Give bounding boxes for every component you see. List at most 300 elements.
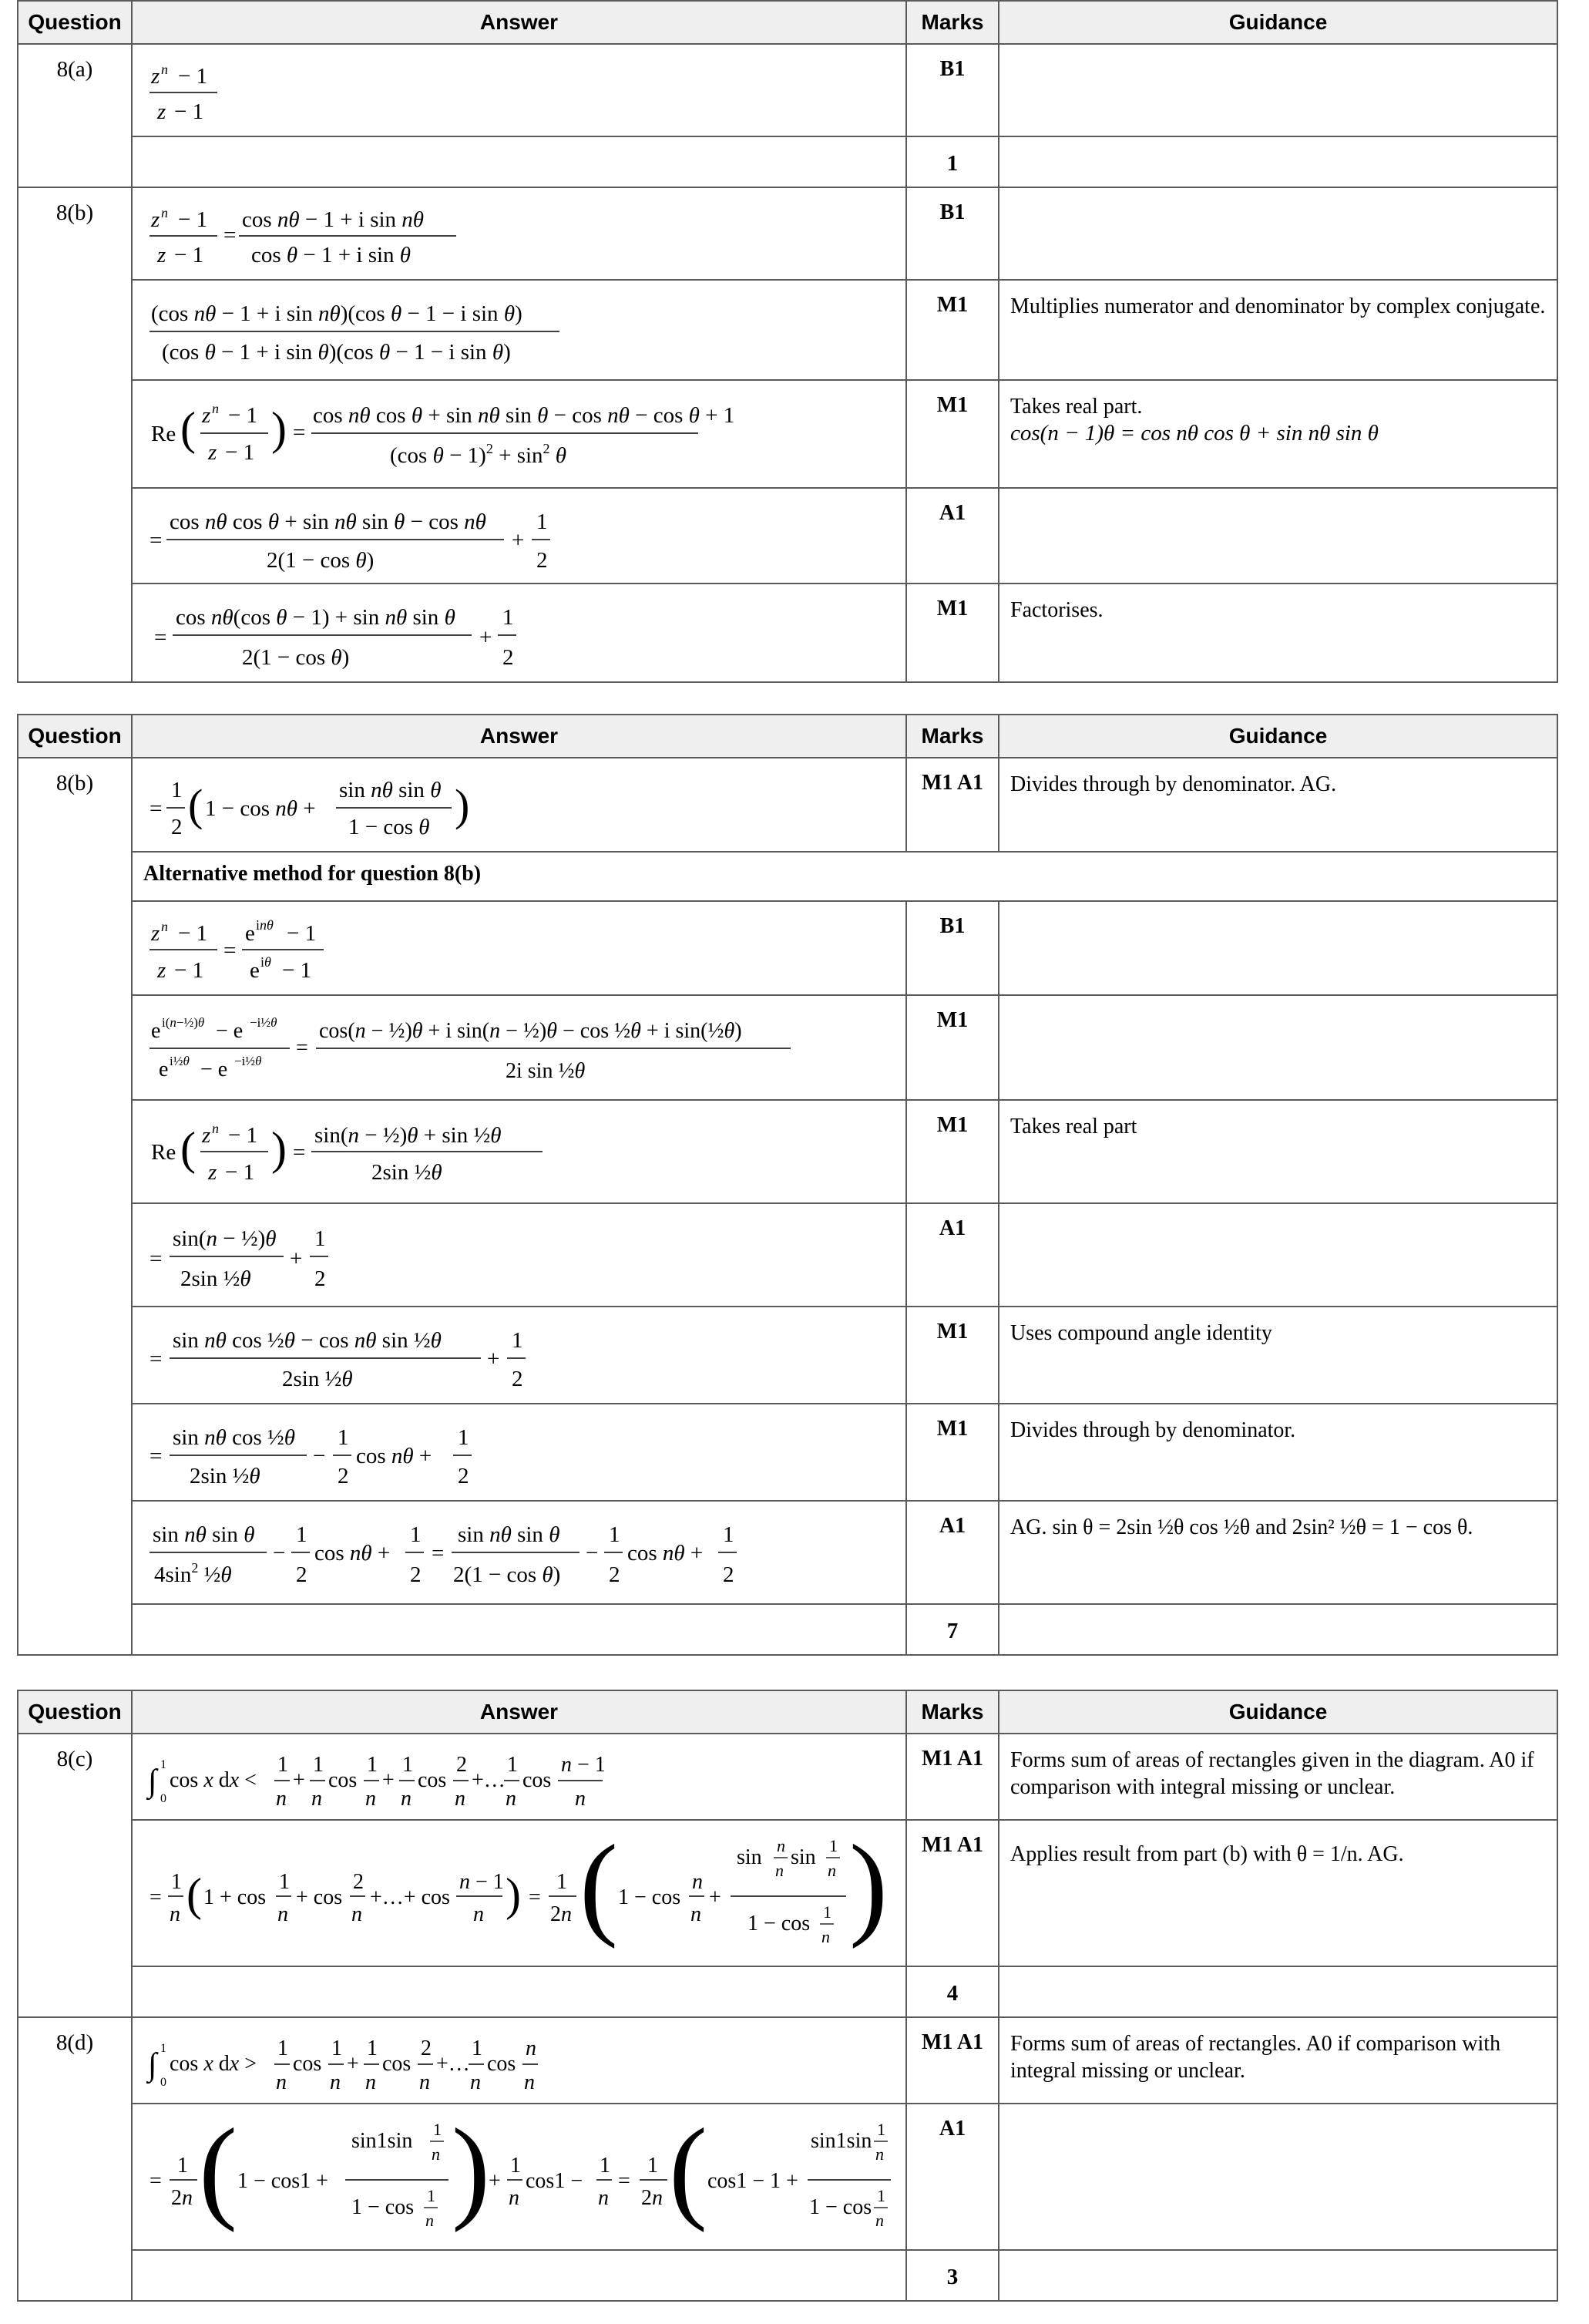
table-row (18, 2104, 1557, 2250)
svg-text:(cos θ − 1)2 + sin2 θ: (cos $\theta - 1)^2 + \sin^2 \theta$ (390, 441, 567, 468)
marks-header: Marks (906, 1, 999, 44)
svg-text:n: n (875, 2211, 884, 2230)
svg-text:1: 1 (177, 2154, 188, 2178)
svg-text:− 1: − 1 (225, 440, 255, 465)
svg-text:n: n (692, 1870, 703, 1894)
guidance-cell: Uses compound angle identity (999, 1307, 1557, 1404)
guidance-cell (999, 995, 1557, 1100)
svg-text:+…: +… (436, 2052, 470, 2076)
svg-text:n: n (277, 1902, 288, 1926)
table-row (18, 584, 1557, 682)
guidance-cell: Multiplies numerator and denominator by complex conjugate. (999, 280, 1557, 380)
svg-text:0: 0 (160, 2076, 166, 2089)
svg-text:n: n (875, 2144, 884, 2164)
svg-text:n: n (351, 1902, 362, 1926)
svg-text:Re: Re (151, 1140, 176, 1165)
svg-text:1 − cos nθ +: 1 − cos nθ + (205, 796, 316, 821)
guidance-cell (999, 136, 1557, 187)
svg-text:n: n (276, 2070, 287, 2094)
svg-text:sin nθ sin θ: sin nθ sin θ (339, 778, 442, 802)
svg-text:−i½θ: −i½θ (234, 1054, 262, 1068)
svg-text:+…+ cos: +…+ cos (370, 1885, 450, 1909)
svg-text:n: n (575, 1787, 586, 1811)
math-t3-r5 (143, 2105, 899, 2248)
svg-text:1: 1 (296, 1522, 307, 1547)
svg-text:+: + (382, 1768, 395, 1792)
marks-cell: M1 (906, 584, 999, 682)
svg-text:z: z (202, 1123, 211, 1148)
svg-text:1: 1 (472, 2036, 482, 2060)
svg-text:=: = (154, 625, 167, 650)
svg-text:cos nθ cos θ + sin nθ sin θ −: cos nθ cos θ + sin nθ sin θ − cos nθ (170, 510, 486, 534)
answer-expression (132, 488, 906, 584)
svg-text:1: 1 (823, 1902, 831, 1922)
svg-text:cos: cos (328, 1768, 358, 1792)
guidance-cell: Factorises. (999, 584, 1557, 682)
svg-text:− 1: − 1 (228, 403, 258, 428)
mark-scheme-table-2 (17, 714, 1557, 1656)
svg-text:=: = (149, 528, 163, 553)
svg-text:1: 1 (609, 1522, 620, 1547)
svg-text:=: = (293, 420, 306, 445)
math-t1-r7 (143, 592, 606, 677)
answer-expression (132, 1404, 906, 1501)
answer-expression (132, 758, 906, 852)
guidance-cell: Forms sum of areas of rectangles given in the diagram. A0 if comparison with integral missing or unclear. (999, 1734, 1557, 1820)
svg-text:1: 1 (647, 2154, 658, 2178)
svg-text:n: n (828, 1861, 836, 1880)
question-label: 8(b) (18, 187, 132, 682)
guidance-cell (999, 187, 1557, 280)
svg-text:n: n (473, 1902, 484, 1926)
svg-text:sin: sin (737, 1845, 762, 1869)
math-t2-r8 (143, 1509, 837, 1596)
header-row (18, 1690, 1557, 1734)
marks-cell: B1 (906, 187, 999, 280)
svg-text:1: 1 (507, 1753, 518, 1777)
svg-text:0: 0 (160, 1792, 166, 1805)
table-row (18, 380, 1557, 488)
svg-text:− 1: − 1 (174, 99, 204, 124)
answer-expression (132, 2250, 906, 2301)
marks-total: 4 (906, 1966, 999, 2017)
svg-text:1: 1 (171, 778, 183, 802)
svg-text:2sin ½θ: 2sin ½θ (282, 1367, 353, 1391)
answer-expression (132, 2017, 906, 2104)
guidance-cell (999, 488, 1557, 584)
svg-text:=: = (149, 1347, 163, 1371)
svg-text:z: z (157, 958, 166, 983)
svg-text:): ) (455, 780, 470, 830)
svg-text:Re: Re (151, 422, 176, 446)
table-row (18, 995, 1557, 1100)
svg-text:n: n (506, 1787, 516, 1811)
svg-text:− e: − e (200, 1058, 228, 1081)
answer-expression (132, 1966, 906, 2017)
svg-text:1: 1 (277, 2036, 288, 2060)
svg-text:z: z (157, 243, 166, 267)
svg-text:n: n (170, 1902, 180, 1926)
svg-text:): ) (271, 403, 287, 454)
svg-text:∫: ∫ (148, 1764, 157, 1799)
svg-text:n: n (509, 2186, 519, 2210)
svg-text:iθ: iθ (260, 954, 271, 970)
marks-cell: A1 (906, 488, 999, 584)
svg-text:n − 1: n − 1 (561, 1753, 606, 1777)
mark-scheme-table-1 (17, 0, 1557, 683)
question-label: 8(c) (18, 1734, 132, 2017)
svg-text:2(1 − cos θ): 2(1 − cos θ) (453, 1562, 561, 1587)
svg-text:n − 1: n − 1 (459, 1870, 504, 1894)
guidance-cell (999, 2104, 1557, 2250)
svg-text:=: = (223, 938, 237, 963)
svg-text:=: = (293, 1140, 306, 1165)
svg-text:∫: ∫ (148, 2047, 157, 2083)
math-t2-r3 (143, 1004, 806, 1093)
guidance-header: Guidance (999, 1, 1557, 44)
table-row (18, 280, 1557, 380)
svg-text:(: ( (188, 780, 203, 830)
math-t3-r4 (143, 2026, 621, 2100)
marks-cell: B1 (906, 901, 999, 995)
svg-text:2i sin ½θ: 2i sin ½θ (506, 1059, 586, 1083)
svg-text:cos nθ +: cos nθ + (627, 1541, 704, 1566)
svg-text:=: = (529, 1885, 541, 1909)
answer-expression (132, 995, 906, 1100)
svg-text:cos1 − 1 +: cos1 − 1 + (707, 2169, 798, 2193)
answer-header: Answer (132, 1690, 906, 1734)
svg-text:2: 2 (456, 1753, 467, 1777)
svg-text:1: 1 (410, 1522, 422, 1547)
svg-text:=: = (149, 796, 163, 821)
marks-total: 7 (906, 1604, 999, 1655)
svg-text:2: 2 (296, 1562, 307, 1587)
svg-text:n: n (365, 2070, 376, 2094)
svg-text:1: 1 (171, 1870, 182, 1894)
svg-text:+ cos: + cos (296, 1885, 343, 1909)
marks-cell: M1 A1 (906, 758, 999, 852)
answer-expression (132, 1604, 906, 1655)
svg-text:(cos nθ − 1 + i sin nθ)(cos θ: (cos nθ − 1 + i sin nθ)(cos θ − 1 − i sin θ) (151, 301, 522, 326)
math-t2-r1 (143, 766, 498, 846)
svg-text:sin nθ sin θ: sin nθ sin θ (153, 1522, 255, 1547)
svg-text:sin nθ sin θ: sin nθ sin θ (458, 1522, 560, 1547)
svg-text:1: 1 (313, 1753, 324, 1777)
svg-text:1: 1 (433, 2120, 442, 2139)
svg-text:2sin ½θ: 2sin ½θ (371, 1160, 442, 1185)
svg-text:1: 1 (877, 2186, 885, 2205)
svg-text:): ) (271, 1123, 287, 1174)
guidance-text: Takes real part. (1010, 395, 1143, 419)
svg-text:2: 2 (353, 1870, 364, 1894)
svg-text:1: 1 (723, 1522, 734, 1547)
guidance-cell (999, 380, 1557, 488)
math-t3-r1 (143, 1742, 621, 1816)
svg-text:z: z (208, 440, 217, 465)
svg-text:(: ( (669, 2105, 707, 2233)
guidance-cell (999, 2250, 1557, 2301)
svg-text:z: z (151, 921, 160, 946)
table-row (18, 1203, 1557, 1307)
svg-text:sin(n − ½)θ + sin ½θ: sin(n − ½)θ + sin ½θ (314, 1123, 502, 1148)
svg-text:n: n (455, 1787, 465, 1811)
svg-text:−i½θ: −i½θ (250, 1015, 277, 1030)
svg-text:1 − cos: 1 − cos (351, 2195, 415, 2219)
svg-text:2: 2 (536, 548, 548, 573)
marks-cell: M1 (906, 1100, 999, 1203)
svg-text:cos: cos (522, 1768, 552, 1792)
svg-text:2n: 2n (641, 2186, 663, 2210)
table-row (18, 901, 1557, 995)
svg-text:1: 1 (502, 605, 514, 630)
svg-text:sin: sin (791, 1845, 816, 1869)
math-t1-r5 (143, 388, 735, 481)
svg-text:1: 1 (160, 1758, 166, 1771)
svg-text:1 − cos: 1 − cos (618, 1885, 681, 1909)
math-t2-r7 (143, 1412, 606, 1497)
svg-text:2: 2 (338, 1464, 349, 1488)
table-row (18, 488, 1557, 584)
math-t2-r2 (143, 910, 344, 990)
table-row (18, 136, 1557, 187)
svg-text:1: 1 (338, 1425, 349, 1450)
svg-text:cos nθ(cos θ − 1) + sin nθ sin: cos nθ(cos θ − 1) + sin nθ sin θ (176, 605, 455, 630)
svg-text:1: 1 (600, 2154, 610, 2178)
svg-text:n: n (690, 1902, 701, 1926)
marks-cell: A1 (906, 2104, 999, 2250)
svg-text:(: ( (579, 1821, 618, 1949)
svg-text:inθ: inθ (256, 917, 274, 933)
svg-text:e: e (245, 921, 255, 946)
svg-text:− 1: − 1 (178, 207, 208, 232)
svg-text:=: = (149, 1246, 163, 1271)
svg-text:1 − cos: 1 − cos (747, 1912, 811, 1936)
svg-text:cos nθ +: cos nθ + (356, 1444, 432, 1468)
svg-text:e: e (151, 1019, 161, 1043)
answer-expression (132, 380, 906, 488)
svg-text:+: + (512, 528, 525, 553)
svg-text:n: n (777, 1836, 785, 1855)
math-t1-r6 (143, 496, 606, 581)
svg-text:=: = (223, 223, 237, 247)
guidance-cell: Divides through by denominator. (999, 1404, 1557, 1501)
svg-text:=: = (149, 2169, 162, 2193)
answer-expression (132, 1820, 906, 1966)
svg-text:=: = (149, 1444, 163, 1468)
table-row (18, 1820, 1557, 1966)
svg-text:n: n (598, 2186, 609, 2210)
guidance-formula: cos(n − 1)θ = cos nθ cos θ + sin nθ sin θ (1010, 421, 1379, 446)
svg-text:=: = (618, 2169, 630, 2193)
svg-text:sin nθ cos ½θ − cos nθ sin ½θ: sin nθ cos ½θ − cos nθ sin ½θ (173, 1328, 442, 1353)
svg-text:cos: cos (418, 1768, 447, 1792)
answer-expression (132, 280, 906, 380)
svg-text:2: 2 (410, 1562, 422, 1587)
header-row (18, 715, 1557, 758)
svg-text:−: − (313, 1444, 326, 1468)
svg-text:n: n (212, 1121, 219, 1136)
svg-text:1: 1 (367, 2036, 378, 2060)
svg-text:− 1: − 1 (174, 958, 204, 983)
svg-text:cos1 −: cos1 − (526, 2169, 583, 2193)
answer-expression (132, 187, 906, 280)
marks-cell: M1 A1 (906, 1820, 999, 1966)
svg-text:1 + cos: 1 + cos (203, 1885, 267, 1909)
svg-text:− e: − e (216, 1019, 244, 1043)
svg-text:n: n (524, 2070, 535, 2094)
svg-text:1: 1 (556, 1870, 567, 1894)
answer-expression (132, 136, 906, 187)
table-row (18, 44, 1557, 136)
svg-text:1: 1 (877, 2120, 885, 2139)
svg-text:−: − (586, 1541, 599, 1566)
svg-text:(: ( (199, 2105, 237, 2233)
answer-expression (132, 901, 906, 995)
svg-text:1: 1 (427, 2186, 435, 2205)
answer-header: Answer (132, 1, 906, 44)
svg-text:2sin ½θ: 2sin ½θ (190, 1464, 260, 1488)
answer-expression (132, 1203, 906, 1307)
svg-text:n: n (276, 1787, 287, 1811)
svg-text:sin nθ cos ½θ: sin nθ cos ½θ (173, 1425, 296, 1450)
marks-header: Marks (906, 1690, 999, 1734)
guidance-header: Guidance (999, 715, 1557, 758)
svg-text:z: z (202, 403, 211, 428)
answer-expression (132, 1501, 906, 1604)
svg-text:1: 1 (402, 1753, 413, 1777)
table-row (18, 1100, 1557, 1203)
svg-text:1: 1 (367, 1753, 378, 1777)
svg-text:z: z (151, 64, 160, 89)
svg-text:1: 1 (510, 2154, 521, 2178)
svg-text:+: + (489, 2169, 501, 2193)
svg-text:2: 2 (502, 645, 514, 670)
table-row (18, 1501, 1557, 1604)
svg-text:1: 1 (458, 1425, 469, 1450)
svg-text:z: z (157, 99, 166, 124)
svg-text:cos x dx <: cos x dx < (170, 1768, 257, 1792)
svg-text:−: − (273, 1541, 286, 1566)
math-t1-r1 (143, 52, 236, 129)
marks-header: Marks (906, 715, 999, 758)
table-row (18, 758, 1557, 852)
svg-text:+: + (487, 1347, 500, 1371)
question-header: Question (18, 715, 132, 758)
answer-expression (132, 1100, 906, 1203)
answer-header: Answer (132, 715, 906, 758)
svg-text:(: ( (180, 403, 196, 454)
svg-text:2n: 2n (550, 1902, 572, 1926)
table-row (18, 2250, 1557, 2301)
svg-text:+…: +… (472, 1768, 506, 1792)
svg-text:n: n (330, 2070, 341, 2094)
svg-text:sin(n − ½)θ: sin(n − ½)θ (173, 1226, 277, 1251)
guidance-cell (999, 44, 1557, 136)
guidance-header: Guidance (999, 1690, 1557, 1734)
question-label: 8(d) (18, 2017, 132, 2301)
svg-text:2: 2 (421, 2036, 432, 2060)
svg-text:n: n (161, 919, 168, 934)
marks-cell: B1 (906, 44, 999, 136)
svg-text:1: 1 (279, 1870, 290, 1894)
svg-text:+: + (479, 625, 492, 650)
answer-expression (132, 44, 906, 136)
svg-text:): ) (849, 1821, 888, 1949)
math-t2-r5 (143, 1212, 452, 1300)
svg-text:1: 1 (512, 1328, 523, 1353)
svg-text:cos: cos (382, 2052, 412, 2076)
svg-text:1 − cos: 1 − cos (809, 2195, 872, 2219)
svg-text:− 1: − 1 (225, 1160, 255, 1185)
svg-text:1 − cos θ: 1 − cos θ (348, 815, 430, 839)
svg-text:n: n (432, 2144, 440, 2164)
table-2 (17, 714, 1558, 1656)
svg-text:z: z (208, 1160, 217, 1185)
guidance-cell (999, 1604, 1557, 1655)
svg-text:− 1: − 1 (178, 64, 208, 89)
svg-text:2: 2 (512, 1367, 523, 1391)
guidance-cell (999, 901, 1557, 995)
svg-text:2: 2 (723, 1562, 734, 1587)
svg-text:=: = (432, 1541, 445, 1566)
marks-cell: M1 (906, 1307, 999, 1404)
guidance-cell: Forms sum of areas of rectangles. A0 if comparison with integral missing or unclear. (999, 2017, 1557, 2104)
svg-text:cos nθ +: cos nθ + (314, 1541, 391, 1566)
svg-text:): ) (452, 2105, 490, 2233)
question-header: Question (18, 1690, 132, 1734)
table-row (18, 1604, 1557, 1655)
question-label: 8(b) (18, 758, 132, 1655)
svg-text:− 1: − 1 (287, 921, 317, 946)
answer-expression (132, 1307, 906, 1404)
svg-text:n: n (526, 2036, 536, 2060)
math-t2-r4 (143, 1108, 575, 1196)
table-row (18, 1734, 1557, 1820)
svg-text:1: 1 (160, 2042, 166, 2055)
svg-text:1 − cos1 +: 1 − cos1 + (237, 2169, 328, 2193)
question-label: 8(a) (18, 44, 132, 187)
guidance-cell: Applies result from part (b) with θ = 1/n. AG. (999, 1820, 1557, 1966)
svg-text:1: 1 (277, 1753, 288, 1777)
header-row (18, 1, 1557, 44)
svg-text:+: + (347, 2052, 359, 2076)
svg-text:n: n (419, 2070, 430, 2094)
marks-cell: M1 (906, 1404, 999, 1501)
answer-expression (132, 1734, 906, 1820)
math-t1-r3 (143, 196, 467, 273)
svg-text:1: 1 (314, 1226, 326, 1251)
marks-cell: M1 (906, 380, 999, 488)
svg-text:n: n (425, 2211, 434, 2230)
marks-total: 1 (906, 136, 999, 187)
svg-text:z: z (151, 207, 160, 232)
table-3 (17, 1690, 1558, 2302)
svg-text:cos x dx >: cos x dx > (170, 2052, 257, 2076)
svg-text:− 1: − 1 (178, 921, 208, 946)
svg-text:n: n (821, 1927, 830, 1946)
svg-text:(cos θ − 1 + i sin θ)(cos θ −: (cos θ − 1 + i sin θ)(cos θ − 1 − i sin θ) (162, 340, 511, 365)
svg-text:i½θ: i½θ (170, 1054, 190, 1068)
svg-text:2: 2 (314, 1266, 326, 1291)
svg-text:i(n−½)θ: i(n−½)θ (162, 1015, 205, 1030)
guidance-cell: AG. sin θ = 2sin ½θ cos ½θ and 2sin² ½θ = 1 − cos θ. (999, 1501, 1557, 1604)
svg-text:+: + (293, 1768, 305, 1792)
svg-text:2: 2 (458, 1464, 469, 1488)
question-header: Question (18, 1, 132, 44)
svg-text:n: n (212, 401, 219, 416)
svg-text:(: ( (180, 1123, 196, 1174)
marks-total: 3 (906, 2250, 999, 2301)
